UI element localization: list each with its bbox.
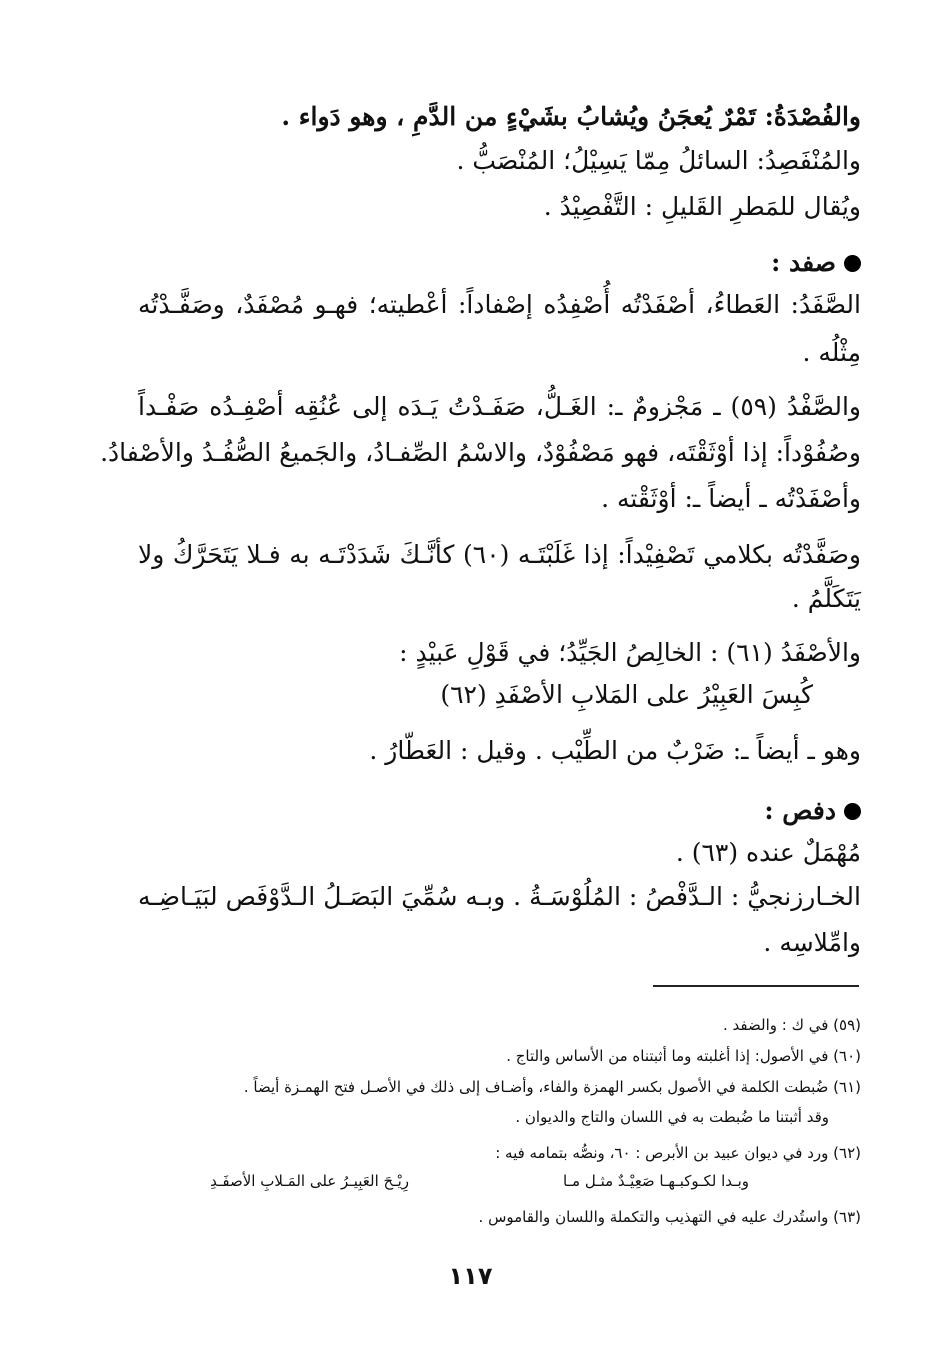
body-line: وأصْفَدْتُه ـ أيضاً ـ: أوْثَقْته .	[601, 484, 861, 513]
footnote-61-cont: وقد أثبتنا ما ضُبطت به في اللسان والتاج والديوان .	[515, 1108, 829, 1126]
footnote-63: (٦٣) واستُدرك عليه في التهذيب والتكملة واللسان والقاموس .	[478, 1208, 861, 1226]
body-line: وصَفَّدْتُه بكلامي تَصْفِيْداً: إذا غَلَبْتَـه (٦٠) كأنَّـكَ شَدَدْتَـه به فـلا يَتَحَرَّكُ ولا	[138, 540, 861, 569]
entry-heading-label: دفص :	[764, 796, 836, 825]
body-line: وصُفُوْداً: إذا أوْثَقْتَه، فهو مَصْفُوْدٌ، والاسْمُ الصِّفـادُ، والجَميعُ الصُّفُـدُ والأصْفادُ.	[100, 438, 861, 467]
body-line: مُهْمَلٌ عنده (٦٣) .	[675, 838, 861, 867]
body-line: وامِّلاسِه .	[763, 928, 861, 957]
body-line: الصَّفَدُ: العَطاءُ، أصْفَدْتُه أُصْفِدُه إصْفاداً: أعْطيته؛ فهـو مُصْفَدٌ، وصَفَّـدْتُه	[138, 290, 861, 319]
footnote-62-verse-first-half: وبـدا لكـوكبـهـا صَعِيْـدٌ مثـل مـا	[563, 1172, 749, 1190]
bullet-icon	[844, 803, 861, 820]
body-line: والأصْفَدُ (٦١) : الخالِصُ الجَيِّدُ؛ في قَوْلِ عَبيْدٍ :	[399, 638, 861, 667]
footnote-61: (٦١) ضُبطت الكلمة في الأصول بكسر الهمزة والفاء، وأضـاف إلى ذلك في الأصـل فتح الهمـزة أيضاً .	[243, 1078, 861, 1096]
footnote-62: (٦٢) ورد في ديوان عبيد بن الأبرص : ٦٠، ونصُّه بتمامه فيه :	[495, 1144, 861, 1162]
bullet-icon	[844, 255, 861, 272]
body-line: والفُصْدَةُ: تَمْرٌ يُعجَنُ ويُشابُ بشَيْءٍ من الدَّمِ ، وهو دَواء .	[281, 102, 861, 131]
footnote-60: (٦٠) في الأصول: إذا أغلبته وما أثبتناه من الأساس والتاج .	[506, 1047, 861, 1065]
body-line: والمُنْفَصِدُ: السائلُ مِمّا يَسِيْلُ؛ المُنْصَبُّ .	[456, 146, 861, 175]
entry-heading-label: صفد :	[771, 248, 836, 277]
body-line: الخـارزنجيُّ : الـدَّفْصُ : المُلُوْسَـةُ . وبـه سُمِّيَ البَصَـلُ الـدَّوْفَص لبَيَـاضِـه	[138, 882, 861, 911]
body-line: والصَّفْدُ (٥٩) ـ مَجْزومٌ ـ: الغَـلُّ، صَفَـدْتُ يَـدَه إلى عُنُقِه أصْفِـدُه صَفْـداً	[138, 392, 861, 421]
body-line: ويُقال للمَطرِ القَليلِ : التَّفْصِيْدُ .	[543, 192, 861, 221]
entry-heading-dafas	[764, 794, 861, 828]
footnote-59: (٥٩) في ك : والضفد .	[723, 1016, 861, 1034]
poem-verse: كُبِسَ العَبِيْرُ على المَلابِ الأصْفَدِ (٦٢)	[440, 680, 813, 709]
body-line: مِثْلُه .	[802, 338, 861, 367]
body-line: وهو ـ أيضاً ـ: ضَرْبٌ من الطِّيْب . وقيل : العَطّارُ .	[369, 736, 861, 765]
footnote-separator	[653, 985, 859, 987]
entry-heading-safad	[771, 246, 861, 280]
page-number: ١١٧	[448, 1262, 493, 1290]
body-line: يَتَكَلَّمُ .	[791, 584, 861, 613]
footnote-62-verse-second-half: رِيْـحَ العَبِيـرُ على المَـلابِ الأصفَـدِ	[210, 1172, 409, 1190]
